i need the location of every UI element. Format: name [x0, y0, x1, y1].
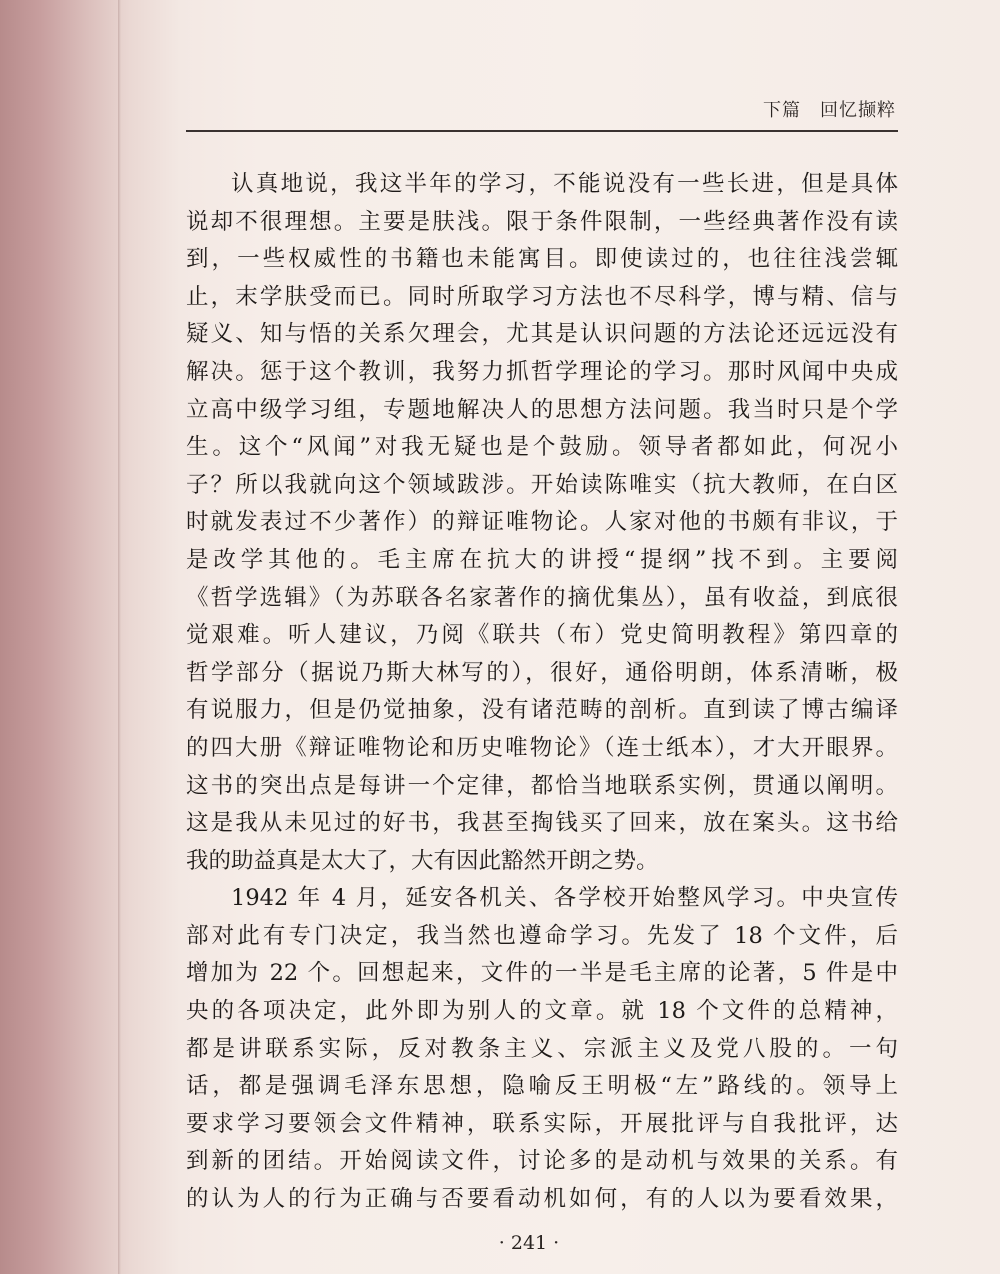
text-line: 要求学习要领会文件精神，联系实际，开展批评与自我批评，达 [186, 1110, 898, 1137]
text-line: 说却不很理想。主要是肤浅。限于条件限制，一些经典著作没有读 [186, 208, 898, 235]
header-rule [186, 130, 898, 132]
running-header-text: 下篇 回忆撷粹 [763, 100, 896, 121]
text-line: 话，都是强调毛泽东思想，隐喻反王明极“左”路线的。领导上 [186, 1073, 898, 1100]
text-line: 解决。惩于这个教训，我努力抓哲学理论的学习。那时风闻中央成 [186, 358, 898, 385]
text-line: 立高中级学习组，专题地解决人的思想方法问题。我当时只是个学 [186, 396, 898, 423]
text-line: 生。这个“风闻”对我无疑也是个鼓励。领导者都如此，何况小 [186, 434, 898, 461]
text-line: 1942 年 4 月，延安各机关、各学校开始整风学习。中央宣传 [231, 885, 898, 912]
text-line: 《哲学选辑》（为苏联各名家著作的摘优集丛），虽有收益，到底很 [186, 584, 898, 611]
text-line: 时就发表过不少著作）的辩证唯物论。人家对他的书颇有非议，于 [186, 509, 898, 536]
text-line: 是改学其他的。毛主席在抗大的讲授“提纲”找不到。主要阅 [186, 546, 898, 573]
text-line: 到新的团结。开始阅读文件，讨论多的是动机与效果的关系。有 [186, 1148, 898, 1175]
text-line: 的认为人的行为正确与否要看动机如何，有的人以为要看效果， [186, 1186, 898, 1213]
running-header [186, 96, 898, 130]
text-line: 觉艰难。听人建议，乃阅《联共（布）党史简明教程》第四章的 [186, 622, 898, 649]
text-line: 这是我从未见过的好书，我甚至掏钱买了回来，放在案头。这书给 [186, 810, 898, 837]
text-line: 部对此有专门决定，我当然也遵命学习。先发了 18 个文件，后 [186, 922, 898, 949]
text-line: 哲学部分（据说乃斯大林写的），很好，通俗明朗，体系清晰，极 [186, 659, 898, 686]
page-number: · 241 · [498, 1232, 560, 1254]
text-line: 都是讲联系实际，反对教条主义、宗派主义及党八股的。一句 [186, 1035, 898, 1062]
text-line: 这书的突出点是每讲一个定律，都恰当地联系实例，贯通以阐明。 [186, 772, 898, 799]
text-line: 央的各项决定，此外即为别人的文章。就 18 个文件的总精神， [186, 998, 898, 1025]
binding-shadow [118, 0, 121, 1274]
text-line: 认真地说，我这半年的学习，不能说没有一些长进，但是具体 [231, 171, 898, 197]
text-line: 疑义、知与悟的关系欠理会，尤其是认识问题的方法论还远远没有 [186, 321, 898, 348]
text-line: 子？所以我就向这个领域跋涉。开始读陈唯实（抗大教师，在白区 [186, 471, 898, 498]
text-line: 我的助益真是太大了，大有因此豁然开朗之势。 [186, 847, 659, 874]
text-line: 的四大册《辩证唯物论和历史唯物论》（连士纸本），才大开眼界。 [186, 734, 898, 761]
text-line: 增加为 22 个。回想起来，文件的一半是毛主席的论著，5 件是中 [186, 960, 898, 987]
text-line: 到，一些权威性的书籍也未能寓目。即使读过的，也往往浅尝辄 [186, 246, 898, 273]
text-line: 止，末学肤受而已。同时所取学习方法也不尽科学，博与精、信与 [186, 283, 898, 310]
body-text [186, 166, 898, 1219]
text-line: 有说服力，但是仍觉抽象，没有诸范畴的剖析。直到读了博古编译 [186, 697, 898, 724]
